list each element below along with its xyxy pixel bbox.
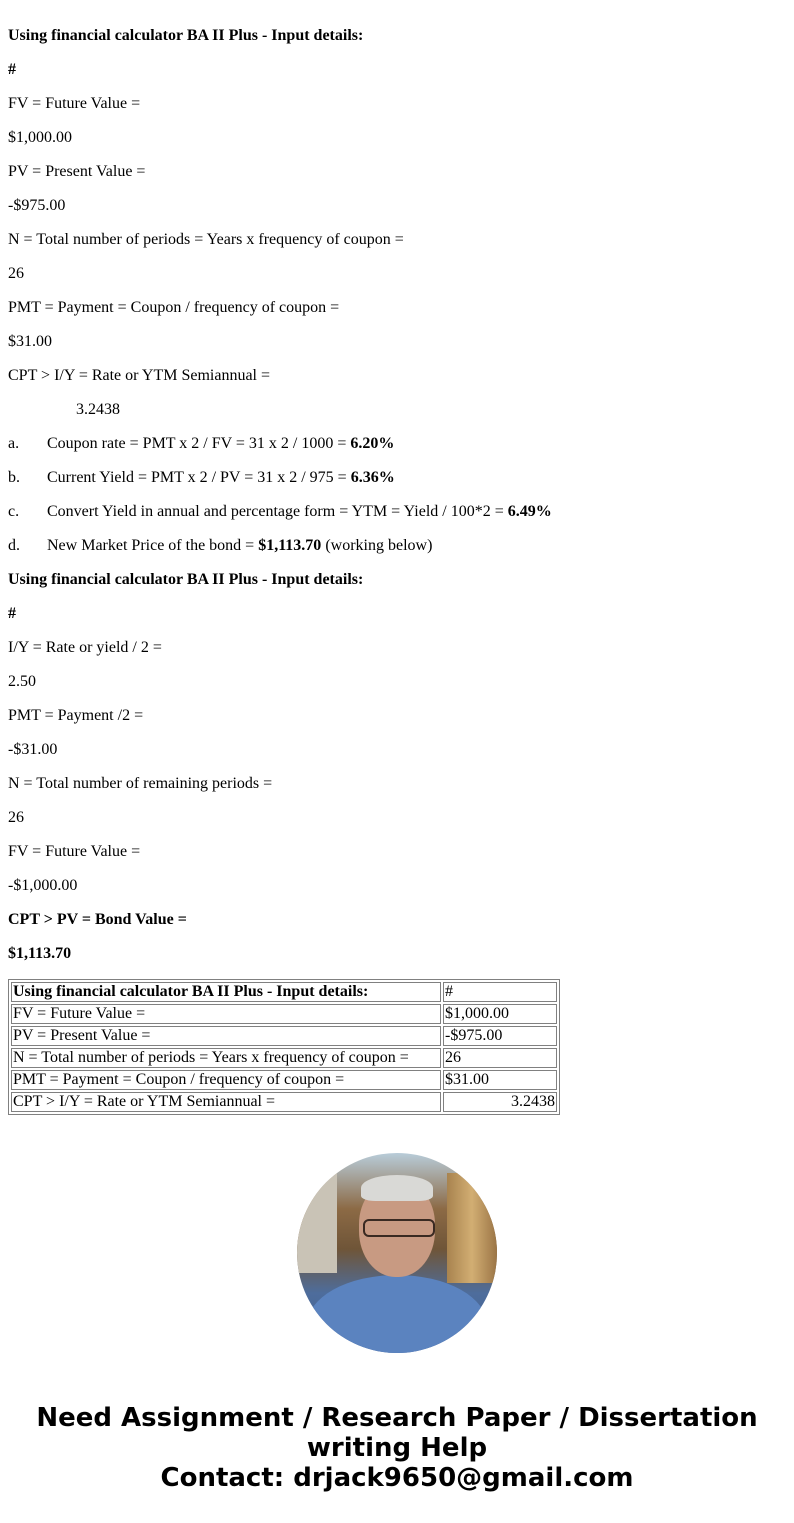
table-cell-value: 26 [443,1048,557,1068]
section1-row-value: $1,000.00 [8,129,72,146]
bond-value-label: CPT > PV = Bond Value = [8,911,187,928]
answer-letter: a. [8,435,20,452]
section1-row-value: 3.2438 [76,401,120,418]
section2-row-label: FV = Future Value = [8,843,141,860]
answer-letter: b. [8,469,20,486]
table-row [11,1026,557,1046]
answer-result: 6.49% [507,503,552,520]
table-row [11,1048,557,1068]
answer-letter: d. [8,537,20,554]
table-row [11,1092,557,1112]
section2-hash: # [8,605,16,622]
table-row [11,1004,557,1024]
section1-hash: # [8,61,16,78]
footer-line-1: Need Assignment / Research Paper / Dissertation [36,1403,758,1433]
footer-banner [0,1403,794,1493]
section1-row-label: PV = Present Value = [8,163,146,180]
table-row [11,1070,557,1090]
section2-row-value: -$31.00 [8,741,58,758]
footer-line-2: writing Help [306,1433,488,1463]
table-header-value: # [443,982,557,1002]
section2-row-value: 2.50 [8,673,36,690]
answer-text: Current Yield = PMT x 2 / PV = 31 x 2 / 975 = [47,469,351,486]
table-header-label: Using financial calculator BA II Plus - Input details: [11,982,441,1002]
calculator-input-table [8,979,560,1115]
bond-value-result: $1,113.70 [8,945,72,962]
answer-suffix: (working below) [321,537,433,554]
table-cell-label: CPT > I/Y = Rate or YTM Semiannual = [11,1092,441,1112]
section1-row-label: PMT = Payment = Coupon / frequency of coupon = [8,299,340,316]
answer-text: New Market Price of the bond = [47,537,259,554]
table-cell-value: 3.2438 [443,1092,557,1112]
section1-row-label: CPT > I/Y = Rate or YTM Semiannual = [8,367,271,384]
section2-heading: Using financial calculator BA II Plus - Input details: [8,571,364,588]
answer-result: 6.36% [350,469,395,486]
table-cell-label: FV = Future Value = [11,1004,441,1024]
answer-letter: c. [8,503,20,520]
answer-a [8,434,394,454]
table-cell-value: $1,000.00 [443,1004,557,1024]
answer-result: 6.20% [350,435,395,452]
section1-heading: Using financial calculator BA II Plus - Input details: [8,27,364,44]
answer-text: Coupon rate = PMT x 2 / FV = 31 x 2 / 1000 = [47,435,351,452]
section1-row-value: -$975.00 [8,197,66,214]
photo-carved-panel [447,1173,497,1283]
table-header-row [11,982,557,1002]
section1-row-label: FV = Future Value = [8,95,141,112]
section2-row-value: -$1,000.00 [8,877,78,894]
photo-hair [361,1175,433,1201]
author-photo [297,1153,497,1353]
photo-shirt [307,1275,487,1353]
section1-row-value: $31.00 [8,333,52,350]
section2-row-label: PMT = Payment /2 = [8,707,144,724]
section1-row-label: N = Total number of periods = Years x frequency of coupon = [8,231,404,248]
table-cell-label: N = Total number of periods = Years x frequency of coupon = [11,1048,441,1068]
answer-c [8,502,552,522]
photo-background [297,1153,337,1273]
answer-text: Convert Yield in annual and percentage form = YTM = Yield / 100*2 = [47,503,508,520]
section1-row-value: 26 [8,265,24,282]
footer-contact: Contact: drjack9650@gmail.com [160,1463,634,1493]
photo-glasses [363,1219,435,1237]
table-cell-value: -$975.00 [443,1026,557,1046]
answer-d [8,536,432,556]
table-cell-label: PV = Present Value = [11,1026,441,1046]
table-cell-label: PMT = Payment = Coupon / frequency of coupon = [11,1070,441,1090]
section2-row-label: I/Y = Rate or yield / 2 = [8,639,162,656]
answer-b [8,468,395,488]
section2-row-value: 26 [8,809,24,826]
section2-row-label: N = Total number of remaining periods = [8,775,273,792]
table-cell-value: $31.00 [443,1070,557,1090]
answer-result: $1,113.70 [258,537,322,554]
